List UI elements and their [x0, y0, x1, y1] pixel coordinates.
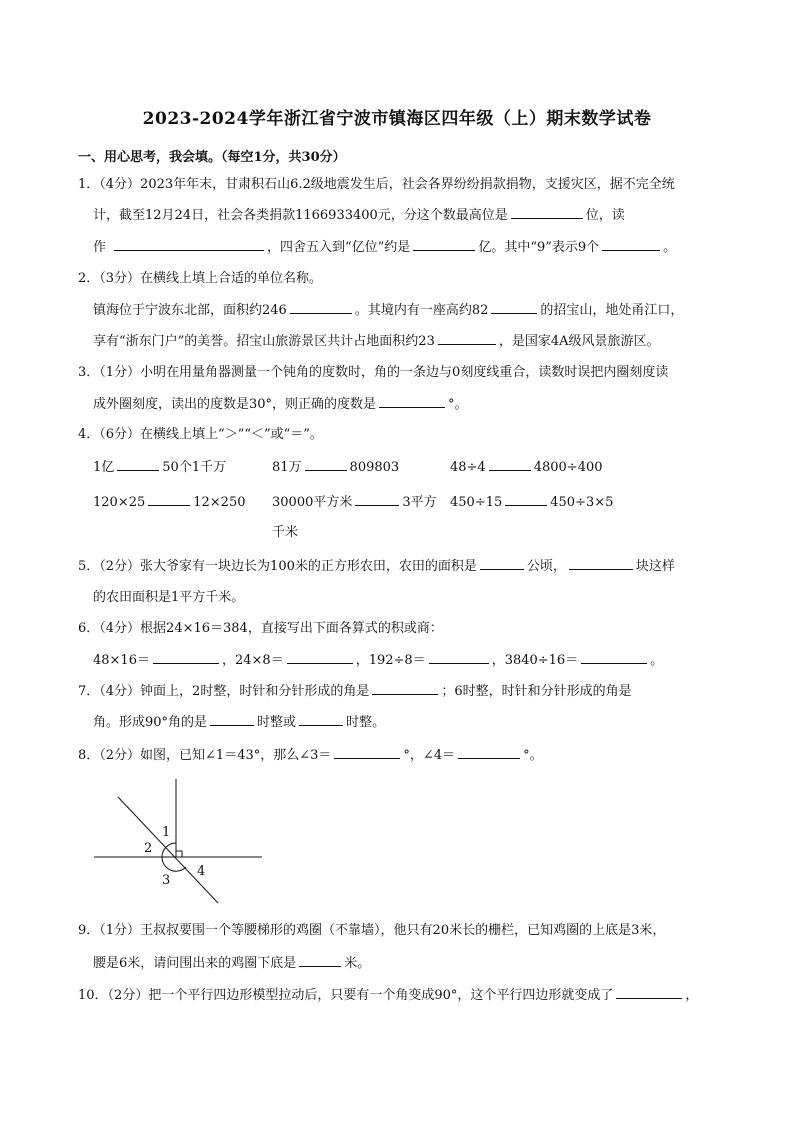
q6-text: 。	[650, 653, 664, 668]
q7-answer-blank[interactable]	[372, 682, 438, 695]
q4-text: 50个1千万	[162, 460, 227, 475]
q7-text: 7．（4分）钟面上，2时整，时针和分针形成的角是	[78, 684, 370, 699]
q1-line1: 1．（4分）2023年年末，甘肃积石山6.2级地震发生后，社会各界纷纷捐款捐物，支援灾区，据不完全统	[78, 177, 675, 192]
q10-answer-blank[interactable]	[616, 986, 682, 999]
q4-text: 12×250	[193, 495, 246, 510]
angle-label-2: 2	[144, 841, 153, 856]
q4-text: 809803	[349, 460, 400, 475]
q2-answer-blank[interactable]	[290, 301, 352, 314]
q8-line1	[78, 746, 543, 765]
q6-text: 48×16＝	[93, 653, 150, 668]
q5-text: 块这样	[635, 559, 675, 574]
q6-line1: 6．（4分）根据24×16＝384，直接写出下面各算式的积或商：	[78, 621, 443, 636]
q10-text: 10．（2分）把一个平行四边形模型拉动后，只要有一个角变成90°，这个平行四边形就变成了	[78, 988, 614, 1003]
q9-line2	[93, 954, 370, 973]
q3-line2	[93, 395, 468, 414]
q2-answer-blank[interactable]	[491, 301, 537, 314]
angle-figure	[90, 775, 270, 910]
q5-line1	[78, 557, 675, 576]
q4-text: 30000平方米	[272, 495, 353, 510]
q7-line1	[78, 682, 632, 701]
q2-line2	[93, 301, 683, 320]
q1-text: 亿。其中“9”表示9个	[478, 240, 600, 255]
q4-text: 81万	[272, 460, 302, 475]
q4-compare-item	[272, 493, 437, 512]
q3-text: °。	[448, 397, 468, 412]
q8-text: °。	[523, 748, 543, 763]
page-title: 2023-2024学年浙江省宁波市镇海区四年级（上）期末数学试卷	[142, 109, 652, 129]
angle-label-1: 1	[162, 825, 171, 840]
q5-line2: 的农田面积是1平方千米。	[93, 590, 245, 605]
q4-compare-item	[93, 458, 226, 477]
q7-text: ；6时整，时针和分针形成的角是	[441, 684, 632, 699]
q4-answer-blank[interactable]	[148, 493, 190, 506]
q1-text: 位，读	[585, 208, 625, 223]
section-heading: 一、用心思考，我会填。（每空1分，共30分）	[78, 150, 346, 165]
q6-text: ，24×8＝	[221, 653, 284, 668]
q5-answer-blank[interactable]	[480, 557, 524, 570]
q9-line1: 9．（1分）王叔叔要围一个等腰梯形的鸡圈（不靠墙），他只有20米长的栅栏，已知鸡圈的上底是3米，	[78, 923, 666, 938]
q1-text: ，四舍五入到“亿位”约是	[267, 240, 411, 255]
q6-text: ，3840÷16＝	[491, 653, 579, 668]
q7-answer-blank[interactable]	[299, 713, 343, 726]
q6-answer-blank[interactable]	[581, 651, 647, 664]
q4-compare-item	[272, 458, 399, 477]
q8-text: 8．（2分）如图，已知∠1＝43°，那么∠3＝	[78, 748, 332, 763]
q4-answer-blank[interactable]	[305, 458, 347, 471]
angle-label-3: 3	[162, 873, 171, 888]
q3-text: 成外圈刻度，读出的度数是30°，则正确的度数是	[93, 397, 377, 412]
q4-text: 120×25	[93, 495, 146, 510]
q9-answer-blank[interactable]	[299, 954, 341, 967]
angle-label-4: 4	[197, 864, 206, 879]
q2-line3	[93, 332, 660, 351]
q1-answer-blank[interactable]	[511, 206, 583, 219]
q4-answer-blank[interactable]	[489, 458, 531, 471]
q4-text: 450÷3×5	[550, 495, 614, 510]
q4-answer-blank[interactable]	[117, 458, 159, 471]
q8-text: °，∠4＝	[403, 748, 456, 763]
q9-text: 腰是6米，请问围出来的鸡圈下底是	[93, 956, 297, 971]
q4-text: 3平方	[402, 495, 437, 510]
q4-text: 1亿	[93, 460, 115, 475]
q4-line1: 4．（6分）在横线上填上“＞”“＜”或“＝”。	[78, 427, 323, 442]
q8-answer-blank[interactable]	[334, 746, 400, 759]
q1-answer-blank[interactable]	[413, 238, 475, 251]
q2-line1: 2．（3分）在横线上填上合适的单位名称。	[78, 271, 323, 286]
q4-compare-item	[450, 493, 613, 512]
q10-text: ，	[685, 988, 699, 1003]
q5-text: 5．（2分）张大爷家有一块边长为100米的正方形农田，农田的面积是	[78, 559, 477, 574]
q2-answer-blank[interactable]	[438, 332, 496, 345]
q4-text: 48÷4	[450, 460, 486, 475]
q7-text: 时整。	[346, 715, 386, 730]
right-angle-mark	[176, 851, 182, 857]
q2-text: ，是国家4A级风景旅游区。	[498, 334, 660, 349]
q8-answer-blank[interactable]	[458, 746, 520, 759]
q4-unit-wrap: 千米	[272, 525, 299, 540]
q7-line2	[93, 713, 385, 732]
q4-answer-blank[interactable]	[505, 493, 547, 506]
q1-text: 作	[93, 240, 107, 255]
q5-answer-blank[interactable]	[569, 557, 633, 570]
q2-text: 的招宝山，地处甬江口，	[540, 303, 684, 318]
q7-text: 角。形成90°角的是	[93, 715, 208, 730]
q9-text: 米。	[344, 956, 371, 971]
q6-answer-blank[interactable]	[287, 651, 353, 664]
q6-answer-blank[interactable]	[429, 651, 489, 664]
q2-text: 享有“浙东门户”的美誉。招宝山旅游景区共计占地面积约23	[93, 334, 435, 349]
q10-line1	[78, 986, 698, 1005]
q7-answer-blank[interactable]	[210, 713, 254, 726]
q3-line1: 3．（1分）小明在用量角器测量一个钝角的度数时，角的一条边与0刻度线重合，读数时误把内圈刻度读	[78, 365, 669, 380]
q2-text: 镇海位于宁波东北部，面积约246	[93, 303, 287, 318]
q4-answer-blank[interactable]	[355, 493, 399, 506]
q1-text: 。	[663, 240, 677, 255]
q1-answer-blank[interactable]	[602, 238, 660, 251]
q1-line2	[93, 206, 625, 225]
q5-text: 公顷，	[526, 559, 566, 574]
q1-line3	[93, 238, 676, 257]
q1-text: 计，截至12月24日，社会各类捐款1166933400元，分这个数最高位是	[93, 208, 508, 223]
q2-text: 。其境内有一座高约82	[354, 303, 489, 318]
q4-text: 450÷15	[450, 495, 503, 510]
q1-answer-blank[interactable]	[114, 238, 264, 251]
q4-text: 4800÷400	[533, 460, 603, 475]
q6-line2	[93, 651, 663, 670]
q3-answer-blank[interactable]	[379, 395, 445, 408]
q7-text: 时整或	[257, 715, 297, 730]
q6-answer-blank[interactable]	[153, 651, 219, 664]
q4-compare-item	[93, 493, 246, 512]
q4-compare-item	[450, 458, 603, 477]
q6-text: ，192÷8＝	[355, 653, 426, 668]
